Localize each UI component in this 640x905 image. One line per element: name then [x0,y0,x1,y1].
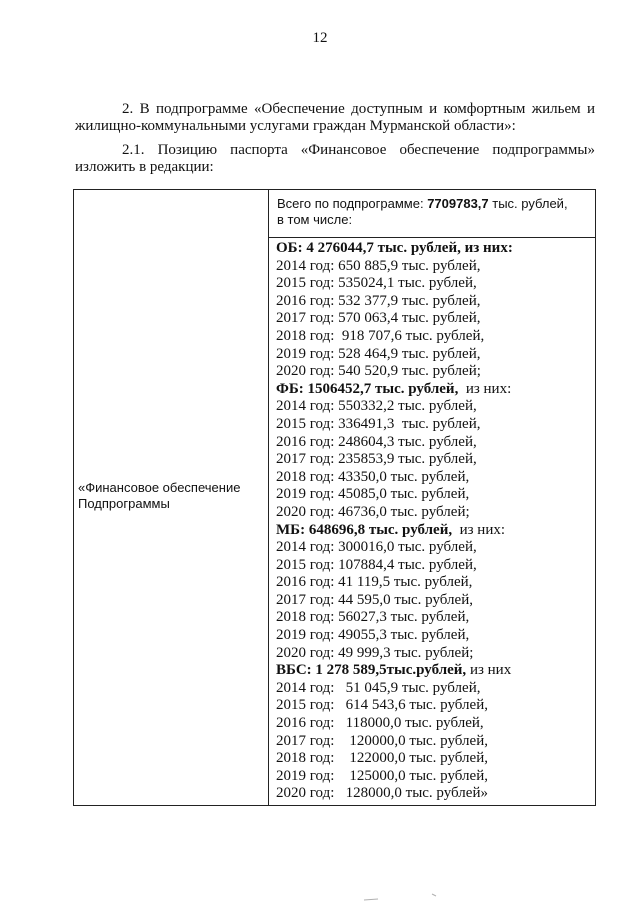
paragraph-line: жилищно-коммунальными услугами граждан Мурманской области»: [75,118,516,134]
year-amount-line: 2018 год: 56027,3 тыс. рублей, [276,609,470,626]
total-value: 7709783,7 [427,196,489,211]
fund-section-title [276,662,589,680]
year-amount-line: 2017 год: 44 595,0 тыс. рублей, [276,591,473,608]
paragraph-passport-position [75,142,595,176]
values-cell [269,238,596,806]
year-amount-line: 2015 год: 107884,4 тыс. рублей, [276,556,477,573]
year-amount-line: 2016 год: 248604,3 тыс. рублей, [276,433,477,450]
year-amount-line: 2018 год: 918 707,6 тыс. рублей, [276,327,485,344]
fund-section-tail: из них [466,662,512,679]
paragraph-line: 2.1. Позицию паспорта «Финансовое обеспечение подпрограммы» [122,142,595,158]
paragraph-subprogram [75,101,595,135]
year-amount-line: 2019 год: 125000,0 тыс. рублей, [276,767,488,784]
year-amount-line: 2016 год: 41 119,5 тыс. рублей, [276,574,473,591]
year-amount-line: 2020 год: 46736,0 тыс. рублей; [276,503,470,520]
fund-section-title [276,240,589,258]
fund-section-total: ОБ: 4 276044,7 тыс. рублей, [276,240,461,256]
year-amount-line: 2020 год: 540 520,9 тыс. рублей; [276,363,481,380]
year-amount-line: 2019 год: 45085,0 тыс. рублей, [276,486,470,503]
financing-table [73,189,596,806]
scan-mark [432,894,436,896]
fund-section-total: ВБС: 1 278 589,5тыс.рублей, [276,662,467,679]
total-suffix: тыс. рублей, [488,196,568,211]
page-number: 12 [312,30,328,46]
year-amount-line: 2020 год: 128000,0 тыс. рублей» [276,785,488,802]
year-amount-line: 2019 год: 49055,3 тыс. рублей, [276,627,470,644]
total-cell [269,190,596,238]
financing-label-line: «Финансовое обеспечение [78,479,241,495]
year-amount-line: 2016 год: 118000,0 тыс. рублей, [276,715,484,732]
year-amount-line: 2019 год: 528 464,9 тыс. рублей, [276,345,481,362]
year-amount-line: 2015 год: 535024,1 тыс. рублей, [276,275,477,292]
financing-label-line: Подпрограммы [78,495,170,511]
fund-section-tail: из них: [458,380,512,397]
fund-section-tail: из них: [460,240,513,256]
year-amount-line: 2018 год: 122000,0 тыс. рублей, [276,750,488,767]
year-amount-line: 2017 год: 235853,9 тыс. рублей, [276,451,477,468]
year-amount-line: 2020 год: 49 999,3 тыс. рублей; [276,644,474,661]
fund-section-title [276,381,589,399]
fund-section-tail: из них: [452,521,506,538]
year-amount-line: 2014 год: 51 045,9 тыс. рублей, [276,679,481,696]
fund-section-total: МБ: 648696,8 тыс. рублей, [276,521,453,538]
funding-sections [276,240,589,803]
year-amount-line: 2014 год: 650 885,9 тыс. рублей, [276,257,481,274]
year-amount-line: 2018 год: 43350,0 тыс. рублей, [276,468,470,485]
year-amount-line: 2017 год: 120000,0 тыс. рублей, [276,732,488,749]
total-line-2: в том числе: [277,212,353,227]
year-amount-line: 2017 год: 570 063,4 тыс. рублей, [276,310,481,327]
total-line [277,196,587,212]
year-amount-line: 2015 год: 336491,3 тыс. рублей, [276,415,481,432]
paragraph-line: изложить в редакции: [75,159,214,175]
total-prefix: Всего по подпрограмме: [277,196,428,211]
table-row [74,190,596,238]
year-amount-line: 2016 год: 532 377,9 тыс. рублей, [276,292,481,309]
year-amount-line: 2014 год: 550332,2 тыс. рублей, [276,398,477,415]
year-amount-line: 2014 год: 300016,0 тыс. рублей, [276,539,477,556]
financing-label-cell [74,190,269,806]
fund-section-title [276,522,589,540]
scan-marks [362,892,452,902]
paragraph-line: 2. В подпрограмме «Обеспечение доступным и комфортным жильем и [122,101,595,117]
year-amount-line: 2015 год: 614 543,6 тыс. рублей, [276,697,488,714]
fund-section-total: ФБ: 1506452,7 тыс. рублей, [276,380,459,397]
scan-mark [364,899,378,900]
